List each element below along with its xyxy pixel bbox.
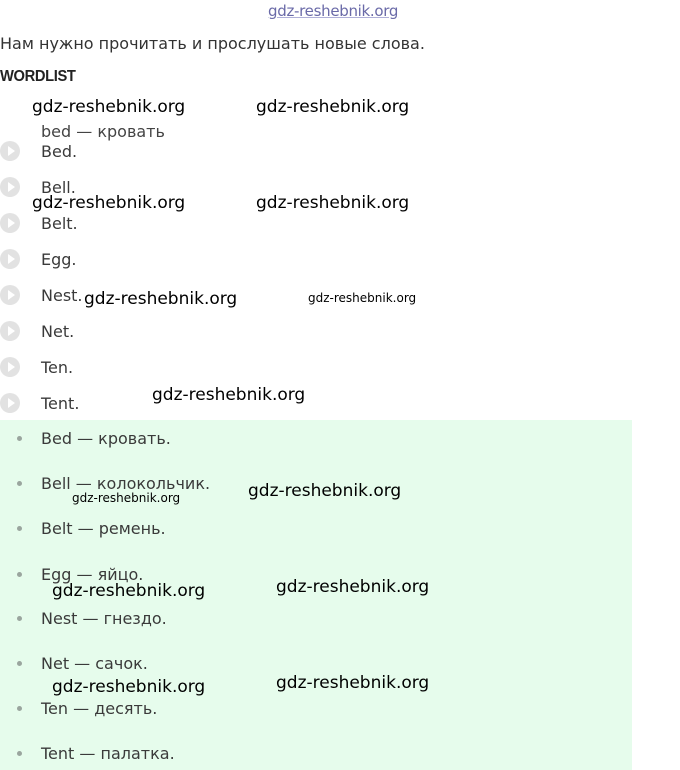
audio-row (0, 283, 300, 307)
bullet-icon (17, 661, 22, 666)
clipped-word-line: bed — кровать (41, 122, 165, 141)
audio-row (0, 211, 300, 235)
audio-row (0, 391, 300, 415)
play-icon[interactable] (0, 285, 20, 305)
bullet-icon (17, 751, 22, 756)
list-item (0, 516, 166, 540)
audio-row (0, 139, 300, 163)
watermark: gdz-reshebnik.org (72, 491, 181, 505)
answer-text: Belt — ремень. (41, 518, 166, 538)
watermark: gdz-reshebnik.org (32, 193, 186, 213)
answer-text: Egg — яйцо. (41, 564, 144, 584)
play-icon[interactable] (0, 321, 20, 341)
play-icon[interactable] (0, 177, 20, 197)
play-icon[interactable] (0, 249, 20, 269)
bullet-icon (17, 481, 22, 486)
watermark: gdz-reshebnik.org (256, 193, 410, 213)
play-icon[interactable] (0, 213, 20, 233)
list-item (0, 426, 171, 450)
bullet-icon (17, 616, 22, 621)
watermark: gdz-reshebnik.org (152, 385, 306, 405)
bullet-icon (17, 526, 22, 531)
audio-word: Ten. (41, 357, 74, 377)
watermark: gdz-reshebnik.org (52, 581, 206, 601)
play-icon[interactable] (0, 393, 20, 413)
audio-word: Bell. (41, 177, 76, 197)
watermark: gdz-reshebnik.org (276, 577, 430, 597)
audio-word: Egg. (41, 249, 77, 269)
play-icon[interactable] (0, 357, 20, 377)
audio-row (0, 247, 300, 271)
audio-word: Nest. (41, 285, 83, 305)
answer-text: Bell — колокольчик. (41, 473, 211, 493)
watermark: gdz-reshebnik.org (256, 97, 410, 117)
list-item (0, 562, 143, 586)
bullet-icon (17, 572, 22, 577)
list-item (0, 741, 175, 765)
watermark: gdz-reshebnik.org (276, 673, 430, 693)
answer-text: Bed — кровать. (41, 428, 171, 448)
watermark: gdz-reshebnik.org (32, 97, 186, 117)
list-item (0, 696, 157, 720)
bullet-icon (17, 706, 22, 711)
bullet-icon (17, 436, 22, 441)
audio-word: Net. (41, 321, 75, 341)
answer-text: Tent — палатка. (41, 743, 175, 763)
answer-text: Net — сачок. (41, 653, 148, 673)
wordlist-heading: WORDLIST (0, 68, 76, 85)
watermark: gdz-reshebnik.org (52, 677, 206, 697)
answer-text: Nest — гнездо. (41, 608, 167, 628)
answer-box (0, 420, 632, 770)
audio-word: Bed. (41, 141, 78, 161)
audio-row (0, 319, 300, 343)
list-item (0, 606, 167, 630)
audio-word: Tent. (41, 393, 80, 413)
site-watermark-top: gdz-reshebnik.org (268, 2, 399, 20)
watermark: gdz-reshebnik.org (84, 289, 238, 309)
audio-row (0, 355, 300, 379)
instruction-text: Нам нужно прочитать и прослушать новые слова. (0, 34, 425, 53)
audio-word: Belt. (41, 213, 78, 233)
list-item (0, 651, 148, 675)
audio-row (0, 175, 300, 199)
play-icon[interactable] (0, 141, 20, 161)
list-item (0, 471, 210, 495)
watermark: gdz-reshebnik.org (308, 291, 417, 305)
answer-text: Ten — десять. (41, 698, 158, 718)
watermark: gdz-reshebnik.org (248, 481, 402, 501)
